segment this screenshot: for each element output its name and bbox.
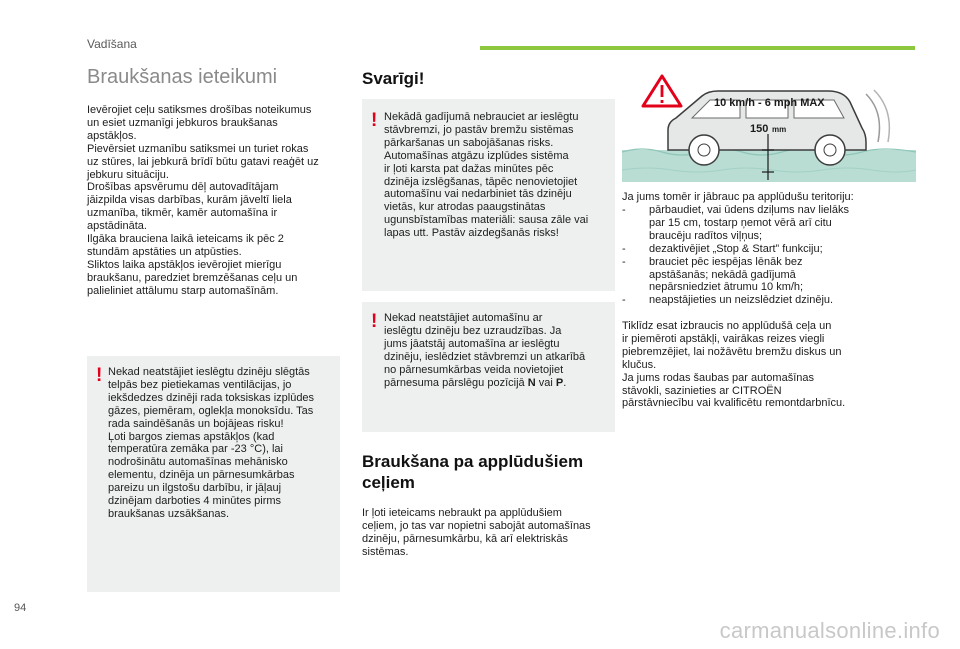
list-item-text: pārbaudiet, vai ūdens dziļums nav lielāks par 15 cm, tostarp ņemot vērā arī citu braucēju radītos viļņus; [649, 204, 849, 242]
driving-advice-text: Ievērojiet ceļu satiksmes drošības noteikumus un esiet uzmanīgi jebkuros braukšanas apstākļos. Pievērsiet uzmanību satiksmei un turiet rokas uz stūres, lai jebkurā brīdī būtu gatavi reaģēt uz jebkuru situāciju. Drošības apsvērumu dēļ autovadītājam jāizpilda visas darbības, kurām jāveltī liela uzmanība, tikmēr, kamēr automašīna ir apstādināta. Ilgāka brauciena laikā ieteicams ik pēc 2 stundām apstāties un atpūsties. Sliktos laika apstākļos ievērojiet mierīgu braukšanu, paredziet bremzēšanas ceļu un palieliniet attālumu starp automašīnām. [87, 104, 319, 297]
warning-box-unattended-vehicle [362, 302, 615, 432]
water-depth-unit: mm [772, 125, 787, 134]
warning-box-engine-closed-space [87, 356, 340, 592]
page-number: 94 [14, 602, 27, 614]
warning-exclamation-icon: ! [371, 110, 378, 131]
gear-position-n: N [527, 376, 536, 389]
warning-text [384, 312, 612, 389]
important-heading: Svarīgi! [362, 69, 425, 88]
warning-exclamation-icon: ! [371, 311, 378, 332]
list-item [622, 256, 922, 295]
section-label: Vadīšana [87, 37, 137, 51]
warning-text-end: . [563, 376, 567, 389]
warning-text-or: vai [535, 376, 556, 389]
list-marker: - [622, 204, 626, 216]
page-title: Braukšanas ieteikumi [87, 66, 278, 88]
list-item-text: neapstājieties un neizslēdziet dzinēju. [649, 294, 834, 307]
warning-text: Nekad neatstājiet ieslēgtu dzinēju slēgtās telpās bez pietiekamas ventilācijas, jo iekšdedzes dzinēji rada toksiskas izplūdes gāzes, piemēram, oglekļa monoksīdu. Tas rada saindēšanās un bojājeas risku! Ļoti bargos ziemas apstākļos (kad temperatūra zemāka par -23 °C), lai nodrošinātu automašīnas mehānisko elementu, dzinēja un pārnesumkārbas pareizu un ilgstošu darbību, ir jāļauj dzinējam darboties 4 minūtes pirms braukšanas uzsākšanas. [108, 366, 315, 520]
list-item-text: dezaktivējiet „Stop & Start” funkciju; [649, 242, 823, 255]
list-item [622, 204, 922, 243]
flooded-roads-text: Ir ļoti ieteicams nebraukt pa applūdušiem ceļiem, jo tas var nopietni sabojāt automašīnas dzinēju, pārnesumkārbu, kā arī elektriskās sistēmas. [362, 507, 591, 558]
warning-box-parking-brake [362, 99, 615, 291]
flooded-roads-heading: Braukšana pa applūdušiem ceļiem [362, 452, 584, 492]
header-accent-bar [480, 46, 915, 50]
list-marker: - [622, 294, 626, 307]
watermark: carmanualsonline.info [719, 618, 940, 643]
warning-text-body: Nekad neatstājiet automašīnu ar ieslēgtu dzinēju bez uzraudzības. Ja jums jāatstāj automašīna ar ieslēgtu dzinēju, ieslēdziet stāvbremzi un atkarībā no pārnesumkārbas veida novietojiet pārnesuma pārslēgu pozīcijā [384, 312, 586, 389]
list-marker: - [622, 255, 626, 268]
list-item [622, 243, 922, 256]
speed-limit-label: 10 km/h - 6 mph MAX [714, 97, 825, 109]
flood-after-text: Tiklīdz esat izbraucis no applūdušā ceļa un ir piemēroti apstākļi, vairākas reizes viegli piebremzējiet, lai nožāvētu bremžu diskus un klučus. Ja jums rodas šaubas par automašīnas stāvokli, sazinieties ar CITROËN pārstāvniecību vai kvalificētu remontdarbnīcu. [622, 320, 846, 410]
water-depth-value: 150 [750, 123, 769, 135]
list-item [622, 294, 922, 307]
gear-position-p: P [555, 376, 564, 389]
flood-instructions-list [622, 204, 922, 307]
list-item-text: brauciet pēc iespējas lēnāk bez apstāšanās; nekādā gadījumā nepārsniedziet ātrumu 10 km/h; [649, 255, 804, 294]
flood-instructions-intro: Ja jums tomēr ir jābrauc pa applūdušu teritoriju: [622, 191, 854, 203]
list-marker: - [622, 242, 626, 255]
warning-text: Nekādā gadījumā nebrauciet ar ieslēgtu stāvbremzi, jo pastāv bremžu sistēmas pārkaršanas un sabojāšanas risks. Automašīnas atgāzu izplūdes sistēma ir ļoti karsta pat dažas minūtes pēc dzinēja izslēgšanas, tāpēc nenovietojiet automašīnu vai nedarbiniet tās dzinēju vietās, kur atrodas paaugstinātas ugunsbīstamības materiāli: sausa zāle vai lapas utt. Pastāv aizdegšanās risks! [384, 111, 589, 240]
flooded-road-illustration [622, 72, 916, 182]
warning-exclamation-icon: ! [96, 365, 103, 386]
